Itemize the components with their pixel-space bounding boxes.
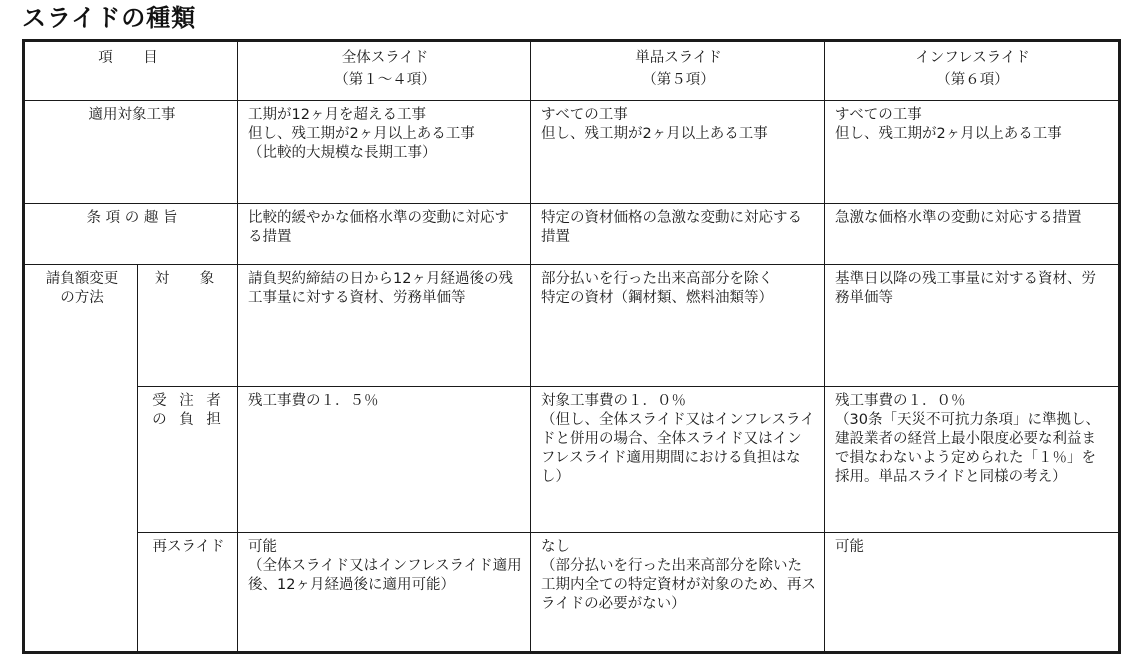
cell-target-overall: 請負契約締結の日から12ヶ月経過後の残工事量に対する資材、労務単価等	[238, 265, 531, 387]
cell-purpose-inflation: 急激な価格水準の変動に対応する措置	[825, 204, 1120, 265]
cell-reslide-single: なし （部分払いを行った出来高部分を除いた工期内全ての特定資材が対象のため、再スライドの必要がない）	[531, 533, 825, 653]
row-reslide	[24, 533, 1120, 653]
cell-reslide-inflation: 可能	[825, 533, 1120, 653]
cell-target-inflation: 基準日以降の残工事量に対する資材、労務単価等	[825, 265, 1120, 387]
header-item: 項 目	[24, 41, 238, 101]
cell-burden-inflation: 残工事費の１．０％ （30条「天災不可抗力条項」に準拠し、建設業者の経営上最小限度必要な利益まで損なわないよう定められた「１％」を採用。単品スライドと同様の考え）	[825, 387, 1120, 533]
cell-applicable-inflation: すべての工事 但し、残工期が2ヶ月以上ある工事	[825, 101, 1120, 204]
label-method: 請負額変更 の方法	[24, 265, 138, 653]
row-purpose	[24, 204, 1120, 265]
row-target	[24, 265, 1120, 387]
header-inflation-slide: インフレスライド （第６項）	[825, 41, 1120, 101]
cell-reslide-overall: 可能 （全体スライド又はインフレスライド適用後、12ヶ月経過後に適用可能）	[238, 533, 531, 653]
page-title: スライドの種類	[22, 4, 197, 32]
label-reslide: 再スライド	[138, 533, 238, 653]
label-burden: 受 注 者 の 負 担	[138, 387, 238, 533]
cell-applicable-overall: 工期が12ヶ月を超える工事 但し、残工期が2ヶ月以上ある工事 （比較的大規模な長期工事）	[238, 101, 531, 204]
row-burden	[24, 387, 1120, 533]
label-target: 対 象	[138, 265, 238, 387]
cell-target-single: 部分払いを行った出来高部分を除く 特定の資材（鋼材類、燃料油類等）	[531, 265, 825, 387]
slide-types-table	[22, 39, 1121, 654]
row-applicable-works	[24, 101, 1120, 204]
cell-applicable-single: すべての工事 但し、残工期が2ヶ月以上ある工事	[531, 101, 825, 204]
label-purpose: 条 項 の 趣 旨	[24, 204, 238, 265]
header-overall-slide: 全体スライド （第１〜４項）	[238, 41, 531, 101]
cell-burden-overall: 残工事費の１．５％	[238, 387, 531, 533]
cell-purpose-single: 特定の資材価格の急激な変動に対応する措置	[531, 204, 825, 265]
header-single-item-slide: 単品スライド （第５項）	[531, 41, 825, 101]
label-applicable-works: 適用対象工事	[24, 101, 238, 204]
cell-burden-single: 対象工事費の１．０％ （但し、全体スライド又はインフレスライドと併用の場合、全体スライド又はインフレスライド適用期間における負担はなし）	[531, 387, 825, 533]
cell-purpose-overall: 比較的緩やかな価格水準の変動に対応する措置	[238, 204, 531, 265]
header-row	[24, 41, 1120, 101]
